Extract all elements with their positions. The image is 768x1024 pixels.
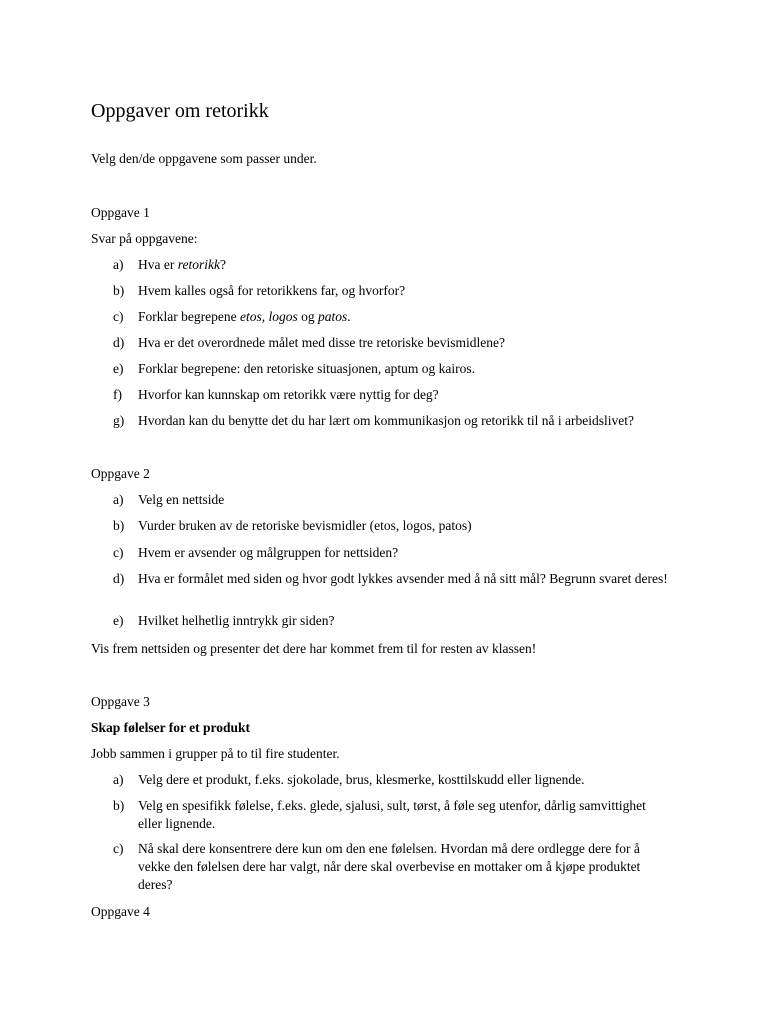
task4-heading: Oppgave 4 (91, 904, 150, 919)
list-item-text: Hvem kalles også for retorikkens far, og hvorfor? (138, 283, 406, 298)
list-marker: g) (113, 413, 125, 428)
list-marker: a) (113, 492, 124, 507)
list-item (113, 612, 673, 630)
list-item-text: Hvorfor kan kunnskap om retorikk være nyttig for deg? (138, 387, 439, 402)
list-marker: f) (113, 387, 122, 402)
list-marker: a) (113, 257, 124, 272)
list-marker: d) (113, 335, 125, 350)
list-marker: c) (113, 841, 124, 856)
list-marker: a) (113, 772, 124, 787)
list-marker: e) (113, 613, 124, 628)
list-item (113, 334, 673, 352)
list-marker: c) (113, 309, 124, 324)
task3-subtitle: Skap følelser for et produkt (91, 720, 251, 735)
list-item-text: Velg en nettside (138, 492, 225, 507)
list-item-text: Hva er formålet med siden og hvor godt lykkes avsender med å nå sitt mål? Begrunn svaret deres! (138, 571, 668, 586)
list-item (113, 282, 673, 300)
list-item-text: Velg dere et produkt, f.eks. sjokolade, brus, klesmerke, kosttilskudd eller lignende. (138, 772, 585, 787)
list-marker: b) (113, 518, 125, 533)
list-item (113, 412, 673, 430)
list-item-text: Hva er retorikk? (138, 257, 226, 272)
task1-subheading: Svar på oppgavene: (91, 231, 198, 246)
list-item-text: Vurder bruken av de retoriske bevismidler (etos, logos, patos) (138, 518, 472, 533)
list-item (113, 570, 673, 588)
list-item-text: Nå skal dere konsentrere dere kun om den ene følelsen. Hvordan må dere ordlegge dere for å vekke den følelsen dere har valgt, når dere skal overbevise en mottaker om å kjøpe produktet deres? (138, 841, 641, 892)
list-item-text: Hvordan kan du benytte det du har lært om kommunikasjon og retorikk til nå i arbeidslivet? (138, 413, 635, 428)
intro-text: Velg den/de oppgavene som passer under. (91, 151, 317, 166)
list-item (113, 771, 673, 789)
list-item-text: Forklar begrepene: den retoriske situasjonen, aptum og kairos. (138, 361, 476, 376)
task3-instruction: Jobb sammen i grupper på to til fire studenter. (91, 746, 340, 761)
list-item-text: Hvem er avsender og målgruppen for nettsiden? (138, 545, 399, 560)
list-item (113, 256, 673, 274)
list-item (113, 797, 673, 833)
list-item (113, 491, 673, 509)
list-item (113, 386, 673, 404)
list-marker: b) (113, 798, 125, 813)
list-item (113, 360, 673, 378)
list-item-text: Velg en spesifikk følelse, f.eks. glede, sjalusi, sult, tørst, å føle seg utenfor, dårlig samvittighet eller lignende. (138, 798, 646, 831)
list-marker: b) (113, 283, 125, 298)
task2-closing: Vis frem nettsiden og presenter det dere har kommet frem til for resten av klassen! (91, 641, 537, 656)
list-item (113, 544, 673, 562)
list-marker: d) (113, 571, 125, 586)
list-item-text: Hvilket helhetlig inntrykk gir siden? (138, 613, 335, 628)
list-marker: e) (113, 361, 124, 376)
list-item-text: Forklar begrepene etos, logos og patos. (138, 309, 351, 324)
list-item (113, 840, 673, 894)
task2-heading: Oppgave 2 (91, 466, 150, 481)
task3-heading: Oppgave 3 (91, 694, 150, 709)
list-item (113, 308, 673, 326)
list-item (113, 517, 673, 535)
list-item-text: Hva er det overordnede målet med disse tre retoriske bevismidlene? (138, 335, 505, 350)
document-title: Oppgaver om retorikk (91, 100, 269, 122)
list-marker: c) (113, 545, 124, 560)
task1-heading: Oppgave 1 (91, 205, 150, 220)
